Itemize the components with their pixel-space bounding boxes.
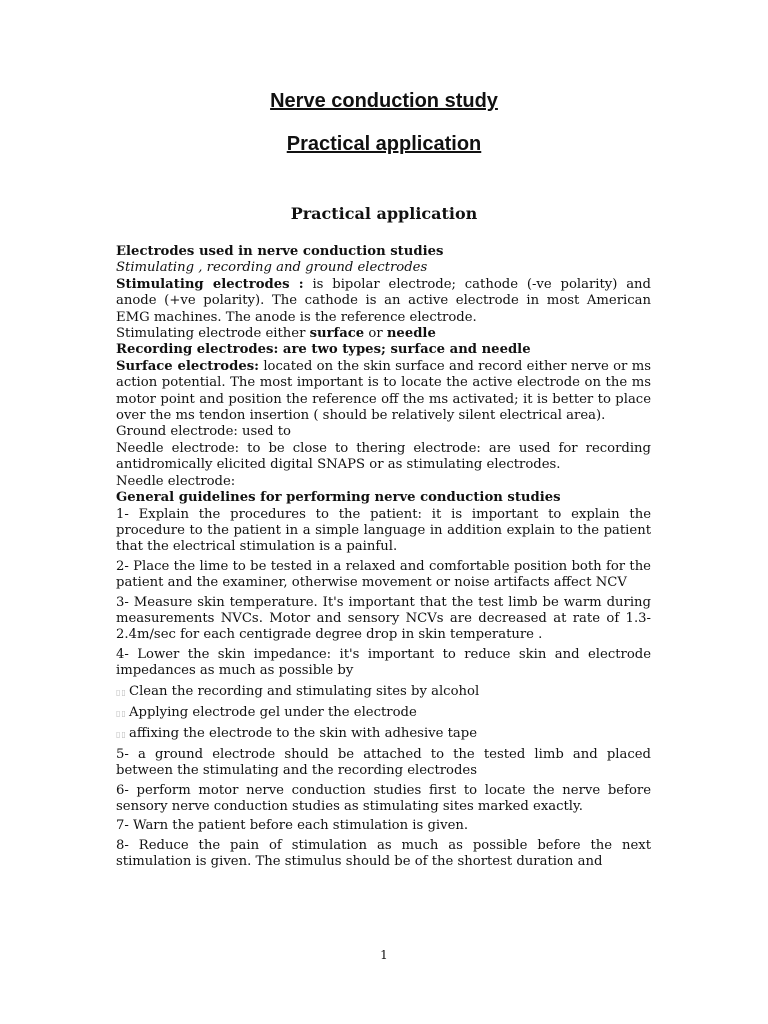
bullet-item	[116, 684, 651, 701]
guideline-5: 5- a ground electrode should be attached to the tested limb and placed between the stimulating and the recording electrodes	[116, 746, 651, 779]
or-word: or	[364, 326, 387, 342]
surface-word: surface	[309, 326, 365, 342]
bullet-item	[116, 705, 651, 722]
needle-word: needle	[386, 326, 436, 342]
guidelines-heading: General guidelines for performing nerve conduction studies	[116, 490, 561, 506]
electrodes-types: Stimulating , recording and ground electrodes	[116, 260, 428, 276]
ground-electrode-line: Ground electrode: used to	[116, 424, 291, 440]
bullet-text: Applying electrode gel under the electrode	[129, 704, 417, 720]
guideline-6: 6- perform motor nerve conduction studies first to locate the nerve before sensory nerve conduction studies as stimulating sites marked exactly.	[116, 782, 651, 814]
stimulating-text: is bipolar electrode; cathode (-ve polarity) and anode (+ve polarity). The cathode is an active electrode in most American EMG machines. The anode is the reference electrode.	[116, 276, 651, 325]
surface-text: located on the skin surface and record either nerve or ms action potential. The most important is to locate the active electrode on the ms motor point and position the reference off the ms activated; it is better to place over the ms tendon insertion ( should be relatively silent electrical area).	[116, 358, 651, 424]
page-subtitle: Practical application	[286, 133, 482, 155]
surface-label: Surface electrodes:	[116, 358, 259, 374]
page-title: Nerve conduction study	[270, 90, 498, 112]
bullet-text: Clean the recording and stimulating sites by alcohol	[129, 683, 480, 699]
bullet-icon: ▯▯	[116, 730, 127, 740]
document-body	[116, 244, 651, 871]
needle-electrode-line: Needle electrode:	[116, 473, 236, 489]
needle-electrode-paragraph: Needle electrode: to be close to thering electrode: are used for recording antidromically elicited digital SNAPS or as stimulating electrodes.	[116, 440, 651, 473]
section-heading: Practical application	[290, 204, 478, 223]
guideline-1: 1- Explain the procedures to the patient: it is important to explain the procedure to the patient in a simple language in addition explain to the patient that the electrical stimulation is a painful.	[116, 506, 651, 555]
surface-paragraph	[116, 359, 651, 425]
guideline-8: 8- Reduce the pain of stimulation as much as possible before the next stimulation is given. The stimulus should be of the shortest duration and	[116, 837, 651, 870]
bullet-text: affixing the electrode to the skin with adhesive tape	[129, 726, 478, 742]
stimulating-label: Stimulating electrodes :	[116, 276, 304, 292]
bullet-icon: ▯▯	[116, 708, 127, 718]
guideline-2: 2- Place the lime to be tested in a relaxed and comfortable position both for the patient and the examiner, otherwise movement or noise artifacts affect NCV	[116, 558, 651, 591]
stimulating-either-line	[116, 326, 651, 342]
page-number: 1	[380, 948, 388, 962]
either-text: Stimulating electrode either	[116, 326, 310, 342]
recording-heading: Recording electrodes: are two types; surface and needle	[116, 342, 531, 358]
bullet-icon: ▯▯	[116, 687, 127, 697]
guideline-7: 7- Warn the patient before each stimulation is given.	[116, 818, 469, 834]
stimulating-paragraph	[116, 277, 651, 326]
guideline-3: 3- Measure skin temperature. It's important that the test limb be warm during measurements NVCs. Motor and sensory NCVs are decreased at rate of 1.3-2.4m/sec for each centigrade degree drop in skin temperature .	[116, 594, 651, 643]
electrodes-heading: Electrodes used in nerve conduction studies	[116, 244, 444, 259]
guideline-4: 4- Lower the skin impedance: it's important to reduce skin and electrode impedances as much as possible by	[116, 646, 651, 679]
bullet-item	[116, 726, 651, 743]
